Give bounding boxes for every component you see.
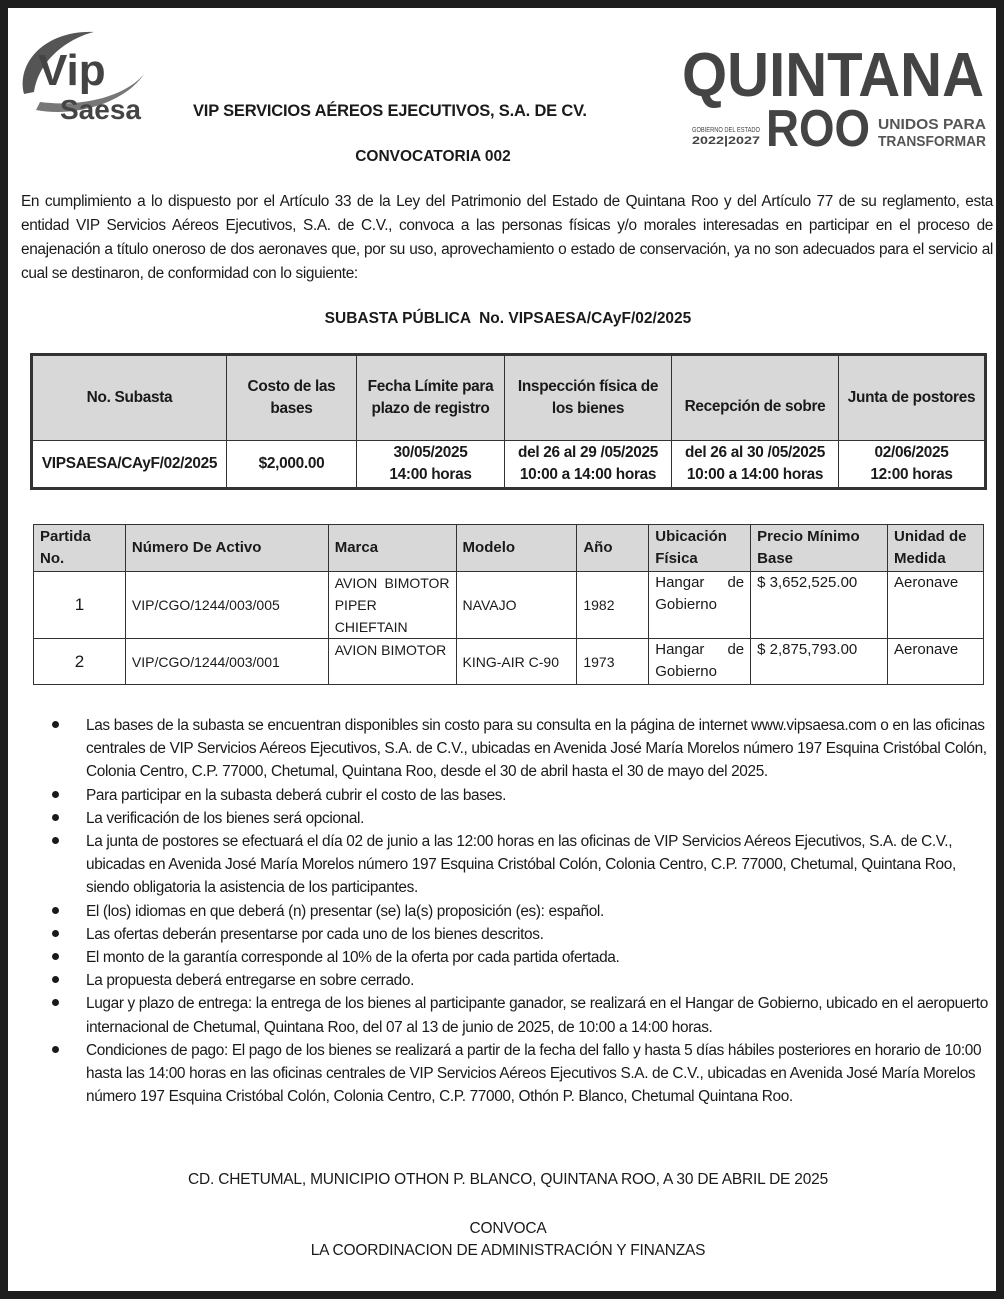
header-cell: Número De Activo (125, 525, 328, 572)
table-cell: 1973 (577, 639, 649, 685)
table-cell: KING-AIR C-90 (456, 639, 577, 685)
header-cell: Partida No. (34, 525, 126, 572)
header-cell: Costo de las bases (227, 355, 357, 441)
intro-paragraph: En cumplimiento a lo dispuesto por el Artículo 33 de la Ley del Patrimonio del Estado de Quintana Roo y del Artículo 77 de su reglamento, esta entidad VIP Servicios Aéreos Ejecutivos, S.A. de C.V., convoca a las personas físicas y/o morales interesadas en participar en el proceso de enajenación a título oneroso de dos aeronaves que, por su uso, aprovechamiento o estado de conservación, ya no son adecuados para el servicio al cual se destinaron, de conformidad con lo siguiente: (21, 193, 993, 282)
list-item (38, 1039, 996, 1109)
signer-name: LA COORDINACION DE ADMINISTRACIÓN Y FINANZAS (310, 1242, 706, 1259)
table-cell: VIP/CGO/1244/003/001 (125, 639, 328, 685)
bullet-icon (52, 837, 59, 844)
list-item-text: Las bases de la subasta se encuentran disponibles sin costo para su consulta en la página de internet www.vipsaesa.com o en las oficinas centrales de VIP Servicios Aéreos Ejecutivos, S.A. de C.V., ubicadas en Avenida José María Morelos número 197 Esquina Cristóbal Colón, Colonia Centro, C.P. 77000, Chetumal, Quintana Roo, desde el 30 de abril hasta el 30 de mayo del 2025. (86, 717, 987, 781)
header-cell: Junta de postores (839, 355, 986, 441)
table-cell: $ 2,875,793.00 (751, 639, 888, 685)
list-item (38, 830, 996, 900)
partidas-table (33, 524, 984, 685)
bullet-icon (52, 1046, 59, 1053)
header-cell: Fecha Límite para plazo de registro (357, 355, 505, 441)
bullet-icon (52, 953, 59, 960)
list-item (38, 714, 996, 784)
table-row (34, 639, 984, 685)
list-item-text: La propuesta deberá entregarse en sobre cerrado. (86, 972, 415, 990)
convocatoria-title: CONVOCATORIA 002 (355, 148, 511, 165)
list-item (38, 923, 996, 946)
tagline1-logo-text: UNIDOS PARA (878, 116, 987, 133)
list-item-text: La verificación de los bienes será opcional. (86, 809, 365, 827)
vip-logo-text: Vip (38, 46, 106, 95)
header-cell: Año (577, 525, 649, 572)
list-item (38, 946, 996, 969)
partidas-header-row (34, 525, 984, 572)
list-item (38, 992, 996, 1038)
gobierno-logo-text: GOBIERNO DEL ESTADO (692, 127, 761, 134)
table-cell: 02/06/2025 12:00 horas (839, 441, 986, 489)
tagline2-logo-text: TRANSFORMAR (878, 133, 987, 150)
header-cell: Modelo (456, 525, 577, 572)
vipsaesa-logo (16, 22, 166, 122)
subasta-header-row (32, 355, 986, 441)
table-cell: 30/05/2025 14:00 horas (357, 441, 505, 489)
list-item (38, 807, 996, 830)
quintana-roo-logo (680, 34, 990, 152)
list-item-text: La junta de postores se efectuará el día 02 de junio a las 12:00 horas en las oficinas de VIP Servicios Aéreos Ejecutivos, S.A. de C.V., ubicadas en Avenida José María Morelos número 197 Esquina Cristóbal Colón, Colonia Centro, C.P. 77000, Chetumal, Quintana Roo, siendo obligatoria la asistencia de los participantes. (86, 833, 956, 897)
roo-logo-text: ROO (766, 100, 870, 152)
header-cell: Marca (328, 525, 456, 572)
list-item-text: Condiciones de pago: El pago de los bienes se realizará a partir de la fecha del fallo y hasta 5 días hábiles posteriores en horario de 10:00 hasta las 14:00 horas en las oficinas centrales de VIP Servicios Aéreos Ejecutivos S.A. de C.V., ubicadas en Avenida José María Morelos número 197 Esquina Cristóbal Colón, Colonia Centro, C.P. 77000, Othón P. Blanco, Chetumal Quintana Roo. (86, 1041, 982, 1106)
bullet-icon (52, 721, 59, 728)
list-item-text: Las ofertas deberán presentarse por cada uno de los bienes descritos. (86, 925, 544, 943)
signature-block (108, 1218, 908, 1262)
table-cell: VIPSAESA/CAyF/02/2025 (32, 441, 227, 489)
table-cell: Aeronave (888, 572, 984, 639)
subasta-heading: SUBASTA PÚBLICA No. VIPSAESA/CAyF/02/2025 (324, 310, 692, 327)
header-cell: No. Subasta (32, 355, 227, 441)
list-item (38, 784, 996, 807)
table-cell: del 26 al 30 /05/2025 10:00 a 14:00 horas (672, 441, 839, 489)
convoca-label: CONVOCA (469, 1220, 547, 1237)
table-cell: Aeronave (888, 639, 984, 685)
table-cell: $2,000.00 (227, 441, 357, 489)
list-item-text: Lugar y plazo de entrega: la entrega de los bienes al participante ganador, se realizará en el Hangar de Gobierno, ubicado en el aeropuerto internacional de Chetumal, Quintana Roo, del 07 al 13 de junio de 2025, de 10:00 a 14:00 horas. (86, 995, 988, 1036)
header-cell: Recepción de sobre (672, 355, 839, 441)
quintana-logo-text: QUINTANA (682, 41, 984, 110)
header-cell: Unidad de Medida (888, 525, 984, 572)
table-cell: 2 (34, 639, 126, 685)
list-item-text: Para participar en la subasta deberá cubrir el costo de las bases. (86, 786, 507, 804)
table-cell: 1 (34, 572, 126, 639)
header-cell: Precio Mínimo Base (751, 525, 888, 572)
bullet-icon (52, 976, 59, 983)
bullet-icon (52, 791, 59, 798)
period-logo-text: 2022|2027 (692, 135, 760, 147)
table-cell: $ 3,652,525.00 (751, 572, 888, 639)
company-name: VIP SERVICIOS AÉREOS EJECUTIVOS, S.A. DE CV. (193, 102, 587, 120)
bullet-icon (52, 907, 59, 914)
saesa-logo-text: Saesa (60, 94, 141, 122)
header-cell: Ubicación Física (649, 525, 751, 572)
table-cell: 1982 (577, 572, 649, 639)
list-item-text: El (los) idiomas en que deberá (n) presentar (se) la(s) proposición (es): español. (86, 902, 604, 920)
list-item (38, 900, 996, 923)
table-row (34, 572, 984, 639)
subasta-table (30, 353, 987, 490)
list-item (38, 969, 996, 992)
table-cell: VIP/CGO/1244/003/005 (125, 572, 328, 639)
table-cell: AVION BIMOTOR PIPER CHIEFTAIN (328, 572, 456, 639)
list-item-text: El monto de la garantía corresponde al 10% de la oferta por cada partida ofertada. (86, 949, 620, 967)
bullet-icon (52, 999, 59, 1006)
table-cell: del 26 al 29 /05/2025 10:00 a 14:00 horas (505, 441, 672, 489)
table-cell: Hangar de Gobierno (649, 572, 751, 639)
table-cell: NAVAJO (456, 572, 577, 639)
table-cell: Hangar de Gobierno (649, 639, 751, 685)
subasta-data-row (32, 441, 986, 489)
table-cell: AVION BIMOTOR (328, 639, 456, 685)
header-cell: Inspección física de los bienes (505, 355, 672, 441)
place-date: CD. CHETUMAL, MUNICIPIO OTHON P. BLANCO, QUINTANA ROO, A 30 DE ABRIL DE 2025 (188, 1171, 828, 1188)
bullet-icon (52, 930, 59, 937)
bullet-icon (52, 814, 59, 821)
conditions-list (38, 714, 996, 1108)
